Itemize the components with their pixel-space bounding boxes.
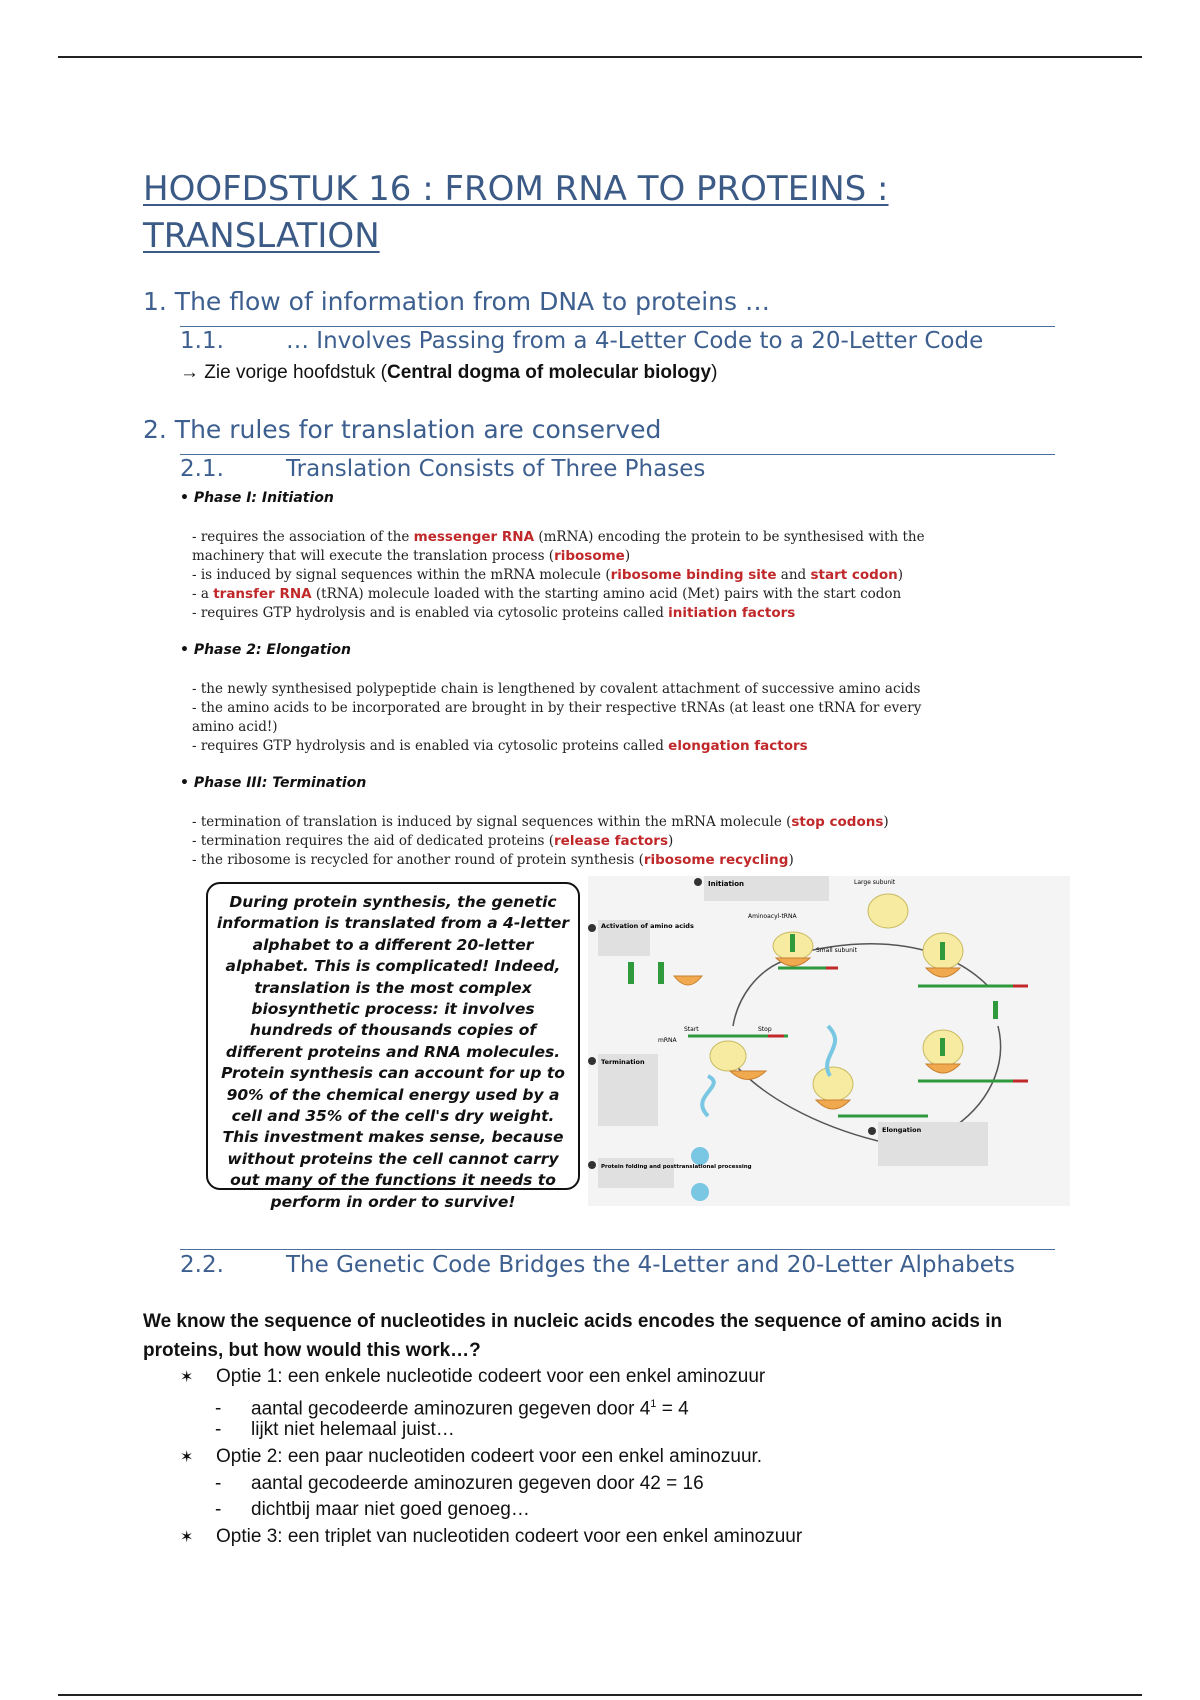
trna-mark-5 xyxy=(940,1038,945,1056)
step-marker-termination xyxy=(588,1057,596,1065)
phase-3-line-1: - termination of translation is induced by signal sequences within the mRNA molecule (stop codons) xyxy=(192,814,889,830)
option-1-sub-a: - aantal gecodeerde aminozuren gegeven door $4^1 = 4$ xyxy=(215,1391,689,1422)
label-start: Start xyxy=(684,1026,699,1033)
bullet-icon: ✶ xyxy=(180,1367,194,1386)
label-aminoacyl-trna: Aminoacyl-tRNA xyxy=(748,913,797,920)
trna-mark-6 xyxy=(993,1001,998,1019)
trna-mark-3 xyxy=(790,934,795,952)
free-large-subunit xyxy=(710,1041,746,1071)
folded-protein-1 xyxy=(691,1147,709,1165)
section-2-2-title: The Genetic Code Bridges the 4-Letter and 20-Letter Alphabets xyxy=(286,1252,1015,1278)
bullet-icon: ✶ xyxy=(180,1447,194,1466)
option-3 xyxy=(180,1524,802,1550)
trna-mark-4 xyxy=(940,942,945,960)
option-1-sub-b: - lijkt niet helemaal juist… xyxy=(215,1417,455,1443)
label-folding: Protein folding and posttranslational processing xyxy=(601,1164,752,1170)
option-2-sub-a: - aantal gecodeerde aminozuren gegeven door 42 = 16 xyxy=(215,1471,704,1497)
folding-label-bg xyxy=(598,1158,674,1188)
label-activation: Activation of amino acids xyxy=(601,922,694,930)
section-2-1-number: 2.1. xyxy=(180,456,224,482)
dash-mark: - xyxy=(215,1398,222,1420)
header-rule xyxy=(58,56,1142,58)
phase-2-line-2: - the amino acids to be incorporated are brought in by their respective tRNAs (at least one tRNA for every xyxy=(192,700,922,716)
translation-figure xyxy=(180,490,1070,1210)
label-large-subunit: Large subunit xyxy=(854,879,896,886)
section-1-1-number: 1.1. xyxy=(180,328,224,354)
step-marker-folding xyxy=(588,1161,596,1169)
option-3-text: Optie 3: een triplet van nucleotiden codeert voor een enkel aminozuur xyxy=(216,1526,803,1547)
phase-2-line-1: - the newly synthesised polypeptide chain is lengthened by covalent attachment of successive amino acids xyxy=(192,681,921,697)
large-subunit-shape xyxy=(868,894,908,928)
option-2 xyxy=(180,1444,762,1470)
folded-protein-2 xyxy=(691,1183,709,1201)
phase-3-line-3: - the ribosome is recycled for another round of protein synthesis (ribosome recycling) xyxy=(192,852,794,868)
option-1-text: Optie 1: een enkele nucleotide codeert voor een enkel aminozuur xyxy=(216,1366,766,1387)
label-mrna: mRNA xyxy=(658,1037,677,1044)
trna-mark-1 xyxy=(628,962,634,984)
translation-cycle-diagram xyxy=(588,876,1070,1206)
phase-1-line-5: - requires GTP hydrolysis and is enabled via cytosolic proteins called initiation factors xyxy=(192,605,796,621)
section-1-heading: 1. The flow of information from DNA to proteins … xyxy=(143,287,770,316)
section-2-heading: 2. The rules for translation are conserved xyxy=(143,415,662,444)
trna-mark-2 xyxy=(658,962,664,984)
option-2-text: Optie 2: een paar nucleotiden codeert voor een enkel aminozuur. xyxy=(216,1446,763,1467)
phase-1-label: • Phase I: Initiation xyxy=(180,490,334,506)
section-2-2-heading xyxy=(180,1249,1055,1280)
page-title: HOOFDSTUK 16 : FROM RNA TO PROTEINS : TRANSLATION xyxy=(143,169,889,256)
dash-mark: - xyxy=(215,1499,222,1520)
dash-mark: - xyxy=(215,1473,222,1494)
footer-rule xyxy=(58,1694,1142,1696)
label-small-subunit: Small subunit xyxy=(816,947,857,954)
note-suffix: ) xyxy=(711,362,718,383)
section-2-1-title: Translation Consists of Three Phases xyxy=(286,456,706,482)
phase-1-line-2: machinery that will execute the translation process (ribosome) xyxy=(192,548,631,564)
phase-1-line-4: - a transfer RNA (tRNA) molecule loaded with the starting amino acid (Met) pairs with the start codon xyxy=(192,586,902,602)
section-1-1-title: … Involves Passing from a 4-Letter Code to a 20-Letter Code xyxy=(286,328,984,354)
termination-large-shape xyxy=(813,1067,853,1101)
option-1 xyxy=(180,1364,765,1390)
step-marker-initiation xyxy=(694,878,702,886)
section-2-1-heading xyxy=(180,454,1055,484)
summary-callout-box: During protein synthesis, the genetic information is translated from a 4-letter alphabet to a different 20-letter alphabet. This is complicated! Indeed, translation is the most complex biosynthetic process: it involves hundreds of thousands copies of different proteins and RNA molecules. Protein synthesis can account for up to 90% of the chemical energy used by a cell and 35% of the cell's dry weight. This investment makes sense, because without proteins the cell cannot carry out many of the functions it needs to perform in order to survive! xyxy=(206,882,580,1190)
note-bold: Central dogma of molecular biology xyxy=(386,362,712,383)
phase-1-line-3: - is induced by signal sequences within the mRNA molecule (ribosome binding site and start codon) xyxy=(192,567,904,583)
section-1-1-heading xyxy=(180,326,1055,356)
option-2-sub-b: - dichtbij maar niet goed genoeg… xyxy=(215,1497,530,1523)
phase-2-line-3: amino acid!) xyxy=(192,719,278,735)
phase-2-line-4: - requires GTP hydrolysis and is enabled via cytosolic proteins called elongation factors xyxy=(192,738,808,754)
bullet-icon: ✶ xyxy=(180,1527,194,1546)
label-elongation: Elongation xyxy=(882,1126,922,1134)
phase-1-line-1: - requires the association of the messenger RNA (mRNA) encoding the protein to be synthesised with the xyxy=(192,529,925,545)
phase-3-label: • Phase III: Termination xyxy=(180,775,367,791)
note-prefix: → Zie vorige hoofdstuk ( xyxy=(180,362,387,383)
step-marker-activation xyxy=(588,924,596,932)
dash-mark: - xyxy=(215,1419,222,1440)
label-stop: Stop xyxy=(758,1026,772,1033)
section-2-2-number: 2.2. xyxy=(180,1252,224,1278)
section-1-1-note xyxy=(180,360,717,386)
phase-2-label: • Phase 2: Elongation xyxy=(180,642,351,658)
phase-3-line-2: - termination requires the aid of dedicated proteins (release factors) xyxy=(192,833,674,849)
label-termination: Termination xyxy=(601,1058,645,1066)
genetic-code-intro: We know the sequence of nucleotides in nucleic acids encodes the sequence of amino acids in proteins, but how would this work…? xyxy=(143,1311,1003,1361)
step-marker-elongation xyxy=(868,1127,876,1135)
label-initiation: Initiation xyxy=(708,880,744,888)
